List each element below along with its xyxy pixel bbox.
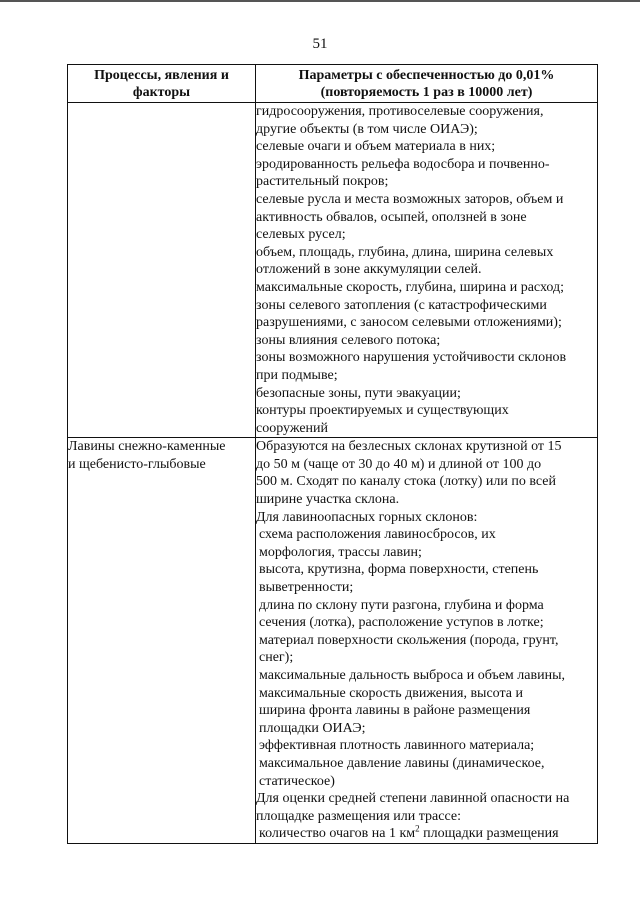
header-line: факторы (132, 85, 191, 100)
text-line: разрушениями, с заносом селевыми отложениями); (256, 315, 562, 331)
text-fragment: площадки размещения (419, 826, 559, 842)
text-line: растительный покров; (256, 174, 389, 190)
text-line: выветренности; (259, 580, 354, 596)
text-fragment: количество очагов на 1 км (259, 826, 416, 842)
text-line: при подмыве; (256, 367, 338, 383)
superscript-two: 2 (415, 823, 420, 834)
text-line: до 50 м (чаще от 30 до 40 м) и длиной от 100 до (256, 456, 542, 472)
text-line-area-count (256, 825, 597, 843)
text-line: статическое) (259, 773, 335, 789)
row1-parameters-cell (256, 103, 598, 438)
text-line: материал поверхности скольжения (порода, грунт, (259, 632, 559, 648)
top-border-line (0, 0, 640, 2)
header-processes (68, 65, 256, 103)
text-line: высота, крутизна, форма поверхности, степень (259, 562, 539, 578)
text-line: зоны возможного нарушения устойчивости склонов (256, 350, 567, 366)
text-line: Для лавиноопасных горных склонов: (256, 509, 478, 525)
table-header-row (68, 65, 598, 103)
text-line: селевых русел; (256, 227, 346, 243)
header-line: (повторяемость 1 раз в 10000 лет) (320, 85, 533, 100)
text-line: 500 м. Сходят по каналу стока (лотку) или по всей (256, 474, 556, 490)
page-number: 51 (312, 36, 328, 52)
text-line: площадке размещения или трассе: (256, 808, 461, 824)
text-line: максимальные скорость движения, высота и (259, 685, 523, 701)
text-line: селевые русла и места возможных заторов, объем и (256, 191, 564, 207)
text-line: контуры проектируемых и существующих (256, 403, 509, 419)
header-line: Параметры с обеспеченностью до 0,01% (298, 68, 555, 83)
text-line: максимальные дальность выброса и объем лавины, (259, 668, 565, 683)
text-line: Образуются на безлесных склонах крутизной от 15 (256, 439, 562, 455)
row2-parameters-cell (256, 438, 598, 844)
text-line: морфология, трассы лавин; (259, 544, 422, 560)
text-line: зоны влияния селевого потока; (256, 332, 441, 348)
text-line: снег); (259, 650, 294, 666)
text-line: площадки ОИАЭ; (259, 720, 366, 736)
text-line: схема расположения лавиносбросов, их (259, 527, 496, 543)
text-line: гидросооружения, противоселевые сооружения, (256, 104, 544, 119)
table-row (68, 103, 598, 438)
text-line: безопасные зоны, пути эвакуации; (256, 385, 461, 401)
table-row (68, 438, 598, 844)
text-line: эродированность рельефа водосбора и почвенно- (256, 156, 550, 172)
text-line: объем, площадь, глубина, длина, ширина селевых (256, 244, 554, 260)
text-line: зоны селевого затопления (с катастрофическими (256, 297, 547, 313)
text-line: эффективная плотность лавинного материала; (259, 738, 535, 754)
text-line: селевые очаги и объем материала в них; (256, 139, 496, 155)
text-line: Для оценки средней степени лавинной опасности на (256, 791, 570, 807)
text-line: активность обвалов, осыпей, оползней в зоне (256, 209, 527, 225)
header-parameters (256, 65, 598, 103)
text-line: длина по склону пути разгона, глубина и форма (259, 597, 544, 613)
row2-process-cell (68, 438, 256, 844)
text-line: другие объекты (в том числе ОИАЭ); (256, 121, 478, 137)
text-line: ширина фронта лавины в районе размещения (259, 703, 531, 719)
text-line: максимальное давление лавины (динамическое, (259, 755, 545, 771)
text-line: максимальные скорость, глубина, ширина и расход; (256, 279, 565, 295)
text-line: ширине участка склона. (256, 492, 400, 508)
text-line: Лавины снежно-каменные (68, 439, 226, 455)
text-line: сечения (лотка), расположение уступов в лотке; (259, 615, 544, 631)
row1-process-cell (68, 103, 256, 438)
text-line: отложений в зоне аккумуляции селей. (256, 262, 482, 278)
text-line: сооружений (256, 420, 329, 436)
text-line: и щебенисто-глыбовые (68, 456, 206, 472)
header-line: Процессы, явления и (94, 68, 229, 83)
parameters-table (67, 64, 598, 844)
